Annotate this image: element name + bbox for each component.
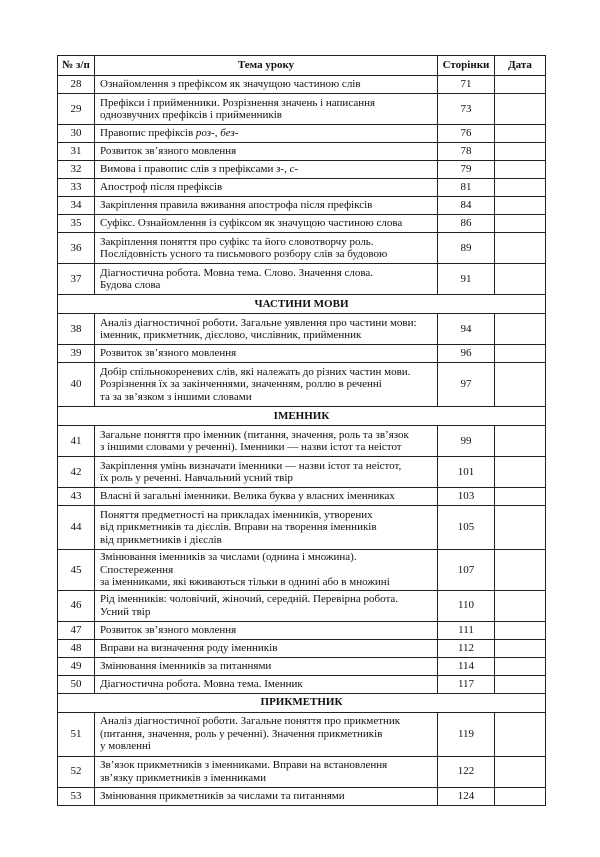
lesson-page: 86 — [438, 215, 495, 233]
lesson-topic: Змінювання іменників за числами (однина і множина). Спостереження за іменниками, які вживаються тільки в однині або в множині — [95, 550, 438, 591]
table-row — [58, 76, 546, 94]
lesson-number: 38 — [58, 314, 95, 345]
lesson-topic: Ознайомлення з префіксом як значущою частиною слів — [95, 76, 438, 94]
lesson-page: 111 — [438, 621, 495, 639]
lesson-topic: Діагностична робота. Мовна тема. Слово. Значення слова. Будова слова — [95, 264, 438, 295]
lesson-page: 84 — [438, 197, 495, 215]
lesson-number: 40 — [58, 363, 95, 407]
lesson-date-cell[interactable] — [495, 639, 546, 657]
lesson-topic: Префікси і прийменники. Розрізнення значень і написання однозвучних префіксів і прийменників — [95, 94, 438, 125]
table-row — [58, 675, 546, 693]
table-row — [58, 345, 546, 363]
lesson-page: 107 — [438, 550, 495, 591]
header-date: Дата — [495, 56, 546, 76]
table-row — [58, 314, 546, 345]
table-row — [58, 657, 546, 675]
lesson-topic: Закріплення правила вживання апострофа після префіксів — [95, 197, 438, 215]
lesson-page: 71 — [438, 76, 495, 94]
section-header-row — [58, 693, 546, 712]
lesson-page: 101 — [438, 457, 495, 488]
lesson-page: 110 — [438, 590, 495, 621]
lesson-page: 99 — [438, 426, 495, 457]
lesson-date-cell[interactable] — [495, 712, 546, 756]
lesson-page: 81 — [438, 179, 495, 197]
lesson-topic: Апостроф після префіксів — [95, 179, 438, 197]
lesson-page: 96 — [438, 345, 495, 363]
lesson-page: 112 — [438, 639, 495, 657]
lesson-topic: Розвиток зв’язного мовлення — [95, 143, 438, 161]
lesson-number: 32 — [58, 161, 95, 179]
lesson-number: 53 — [58, 787, 95, 805]
lesson-page: 105 — [438, 506, 495, 550]
lesson-page: 119 — [438, 712, 495, 756]
lesson-topic: Власні й загальні іменники. Велика буква у власних іменниках — [95, 488, 438, 506]
section-title: ІМЕННИК — [58, 407, 546, 426]
lesson-topic: Змінювання прикметників за числами та питаннями — [95, 787, 438, 805]
lesson-topic: Вимова і правопис слів з префіксами з-, с- — [95, 161, 438, 179]
lesson-date-cell[interactable] — [495, 179, 546, 197]
lesson-topic: Правопис префіксів роз-, без- — [95, 125, 438, 143]
lesson-page: 103 — [438, 488, 495, 506]
lesson-topic: Закріплення поняття про суфікс та його словотворчу роль. Послідовність усного та письмового розбору слів за будовою — [95, 233, 438, 264]
lesson-topic: Зв’язок прикметників з іменниками. Вправи на встановлення зв’язку прикметників з іменниками — [95, 756, 438, 787]
lesson-number: 29 — [58, 94, 95, 125]
lesson-page: 97 — [438, 363, 495, 407]
lesson-page: 124 — [438, 787, 495, 805]
table-row — [58, 550, 546, 591]
lesson-number: 43 — [58, 488, 95, 506]
table-header-row — [58, 56, 546, 76]
table-row — [58, 125, 546, 143]
lesson-number: 50 — [58, 675, 95, 693]
lesson-number: 28 — [58, 76, 95, 94]
lesson-date-cell[interactable] — [495, 457, 546, 488]
table-row — [58, 756, 546, 787]
lesson-number: 42 — [58, 457, 95, 488]
lesson-number: 46 — [58, 590, 95, 621]
table-row — [58, 426, 546, 457]
lesson-topic: Змінювання іменників за питаннями — [95, 657, 438, 675]
header-pages: Сторінки — [438, 56, 495, 76]
lesson-number: 45 — [58, 550, 95, 591]
table-row — [58, 506, 546, 550]
lesson-number: 35 — [58, 215, 95, 233]
table-row — [58, 590, 546, 621]
header-number: № з/п — [58, 56, 95, 76]
table-row — [58, 457, 546, 488]
lesson-date-cell[interactable] — [495, 125, 546, 143]
lesson-date-cell[interactable] — [495, 675, 546, 693]
lesson-number: 51 — [58, 712, 95, 756]
lesson-page: 89 — [438, 233, 495, 264]
lesson-page: 91 — [438, 264, 495, 295]
lesson-topic: Розвиток зв’язного мовлення — [95, 345, 438, 363]
lesson-page: 73 — [438, 94, 495, 125]
lesson-page: 122 — [438, 756, 495, 787]
section-header-row — [58, 295, 546, 314]
lesson-date-cell[interactable] — [495, 756, 546, 787]
lesson-number: 33 — [58, 179, 95, 197]
lesson-number: 31 — [58, 143, 95, 161]
section-title: ЧАСТИНИ МОВИ — [58, 295, 546, 314]
section-header-row — [58, 407, 546, 426]
table-row — [58, 179, 546, 197]
table-row — [58, 488, 546, 506]
table-row — [58, 363, 546, 407]
lesson-number: 37 — [58, 264, 95, 295]
lesson-date-cell[interactable] — [495, 264, 546, 295]
table-row — [58, 233, 546, 264]
table-row — [58, 621, 546, 639]
lesson-date-cell[interactable] — [495, 550, 546, 591]
lesson-page: 76 — [438, 125, 495, 143]
section-title: ПРИКМЕТНИК — [58, 693, 546, 712]
lesson-topic: Добір спільнокореневих слів, які належать до різних частин мови. Розрізнення їх за закінченнями, значенням, роллю в реченні та за зв’язком з іншими словами — [95, 363, 438, 407]
lesson-number: 48 — [58, 639, 95, 657]
lesson-date-cell[interactable] — [495, 233, 546, 264]
lesson-page: 94 — [438, 314, 495, 345]
lesson-number: 41 — [58, 426, 95, 457]
lesson-date-cell[interactable] — [495, 590, 546, 621]
lesson-date-cell[interactable] — [495, 787, 546, 805]
table-row — [58, 639, 546, 657]
lesson-date-cell[interactable] — [495, 506, 546, 550]
table-row — [58, 143, 546, 161]
table-row — [58, 94, 546, 125]
lesson-topic: Поняття предметності на прикладах іменників, утворених від прикметників та дієслів. Вправи на творення іменників від прикметників і дієслів — [95, 506, 438, 550]
lesson-topic: Закріплення умінь визначати іменники — назви істот та неістот, їх роль у реченні. Навчальний усний твір — [95, 457, 438, 488]
lesson-page: 78 — [438, 143, 495, 161]
lesson-page: 117 — [438, 675, 495, 693]
lesson-date-cell[interactable] — [495, 161, 546, 179]
header-topic: Тема уроку — [95, 56, 438, 76]
lesson-date-cell[interactable] — [495, 426, 546, 457]
lesson-date-cell[interactable] — [495, 657, 546, 675]
lesson-topic: Аналіз діагностичної роботи. Загальне поняття про прикметник (питання, значення, роль у реченні). Значення прикметників у мовленні — [95, 712, 438, 756]
lesson-date-cell[interactable] — [495, 197, 546, 215]
lesson-topic: Діагностична робота. Мовна тема. Іменник — [95, 675, 438, 693]
lesson-date-cell[interactable] — [495, 363, 546, 407]
lesson-topic: Вправи на визначення роду іменників — [95, 639, 438, 657]
lesson-number: 34 — [58, 197, 95, 215]
lesson-topic: Розвиток зв’язного мовлення — [95, 621, 438, 639]
lesson-date-cell[interactable] — [495, 94, 546, 125]
lesson-date-cell[interactable] — [495, 314, 546, 345]
lesson-topic: Аналіз діагностичної роботи. Загальне уявлення про частини мови: іменник, прикметник, дієслово, числівник, прийменник — [95, 314, 438, 345]
lesson-topic: Суфікс. Ознайомлення із суфіксом як значущою частиною слова — [95, 215, 438, 233]
table-row — [58, 264, 546, 295]
lesson-date-cell[interactable] — [495, 621, 546, 639]
table-row — [58, 215, 546, 233]
lesson-date-cell[interactable] — [495, 345, 546, 363]
lesson-number: 44 — [58, 506, 95, 550]
lesson-number: 36 — [58, 233, 95, 264]
lesson-plan-table — [57, 55, 546, 806]
lesson-topic: Рід іменників: чоловічий, жіночий, середній. Перевірна робота. Усний твір — [95, 590, 438, 621]
table-body — [58, 76, 546, 806]
table-row — [58, 161, 546, 179]
table-row — [58, 712, 546, 756]
lesson-topic: Загальне поняття про іменник (питання, значення, роль та зв’язок з іншими словами у реченні). Іменники — назви істот та неістот — [95, 426, 438, 457]
lesson-number: 52 — [58, 756, 95, 787]
lesson-date-cell[interactable] — [495, 143, 546, 161]
table-row — [58, 197, 546, 215]
lesson-number: 39 — [58, 345, 95, 363]
lesson-date-cell[interactable] — [495, 488, 546, 506]
lesson-number: 30 — [58, 125, 95, 143]
table-row — [58, 787, 546, 805]
lesson-date-cell[interactable] — [495, 215, 546, 233]
lesson-page: 79 — [438, 161, 495, 179]
lesson-number: 47 — [58, 621, 95, 639]
lesson-date-cell[interactable] — [495, 76, 546, 94]
lesson-page: 114 — [438, 657, 495, 675]
lesson-number: 49 — [58, 657, 95, 675]
